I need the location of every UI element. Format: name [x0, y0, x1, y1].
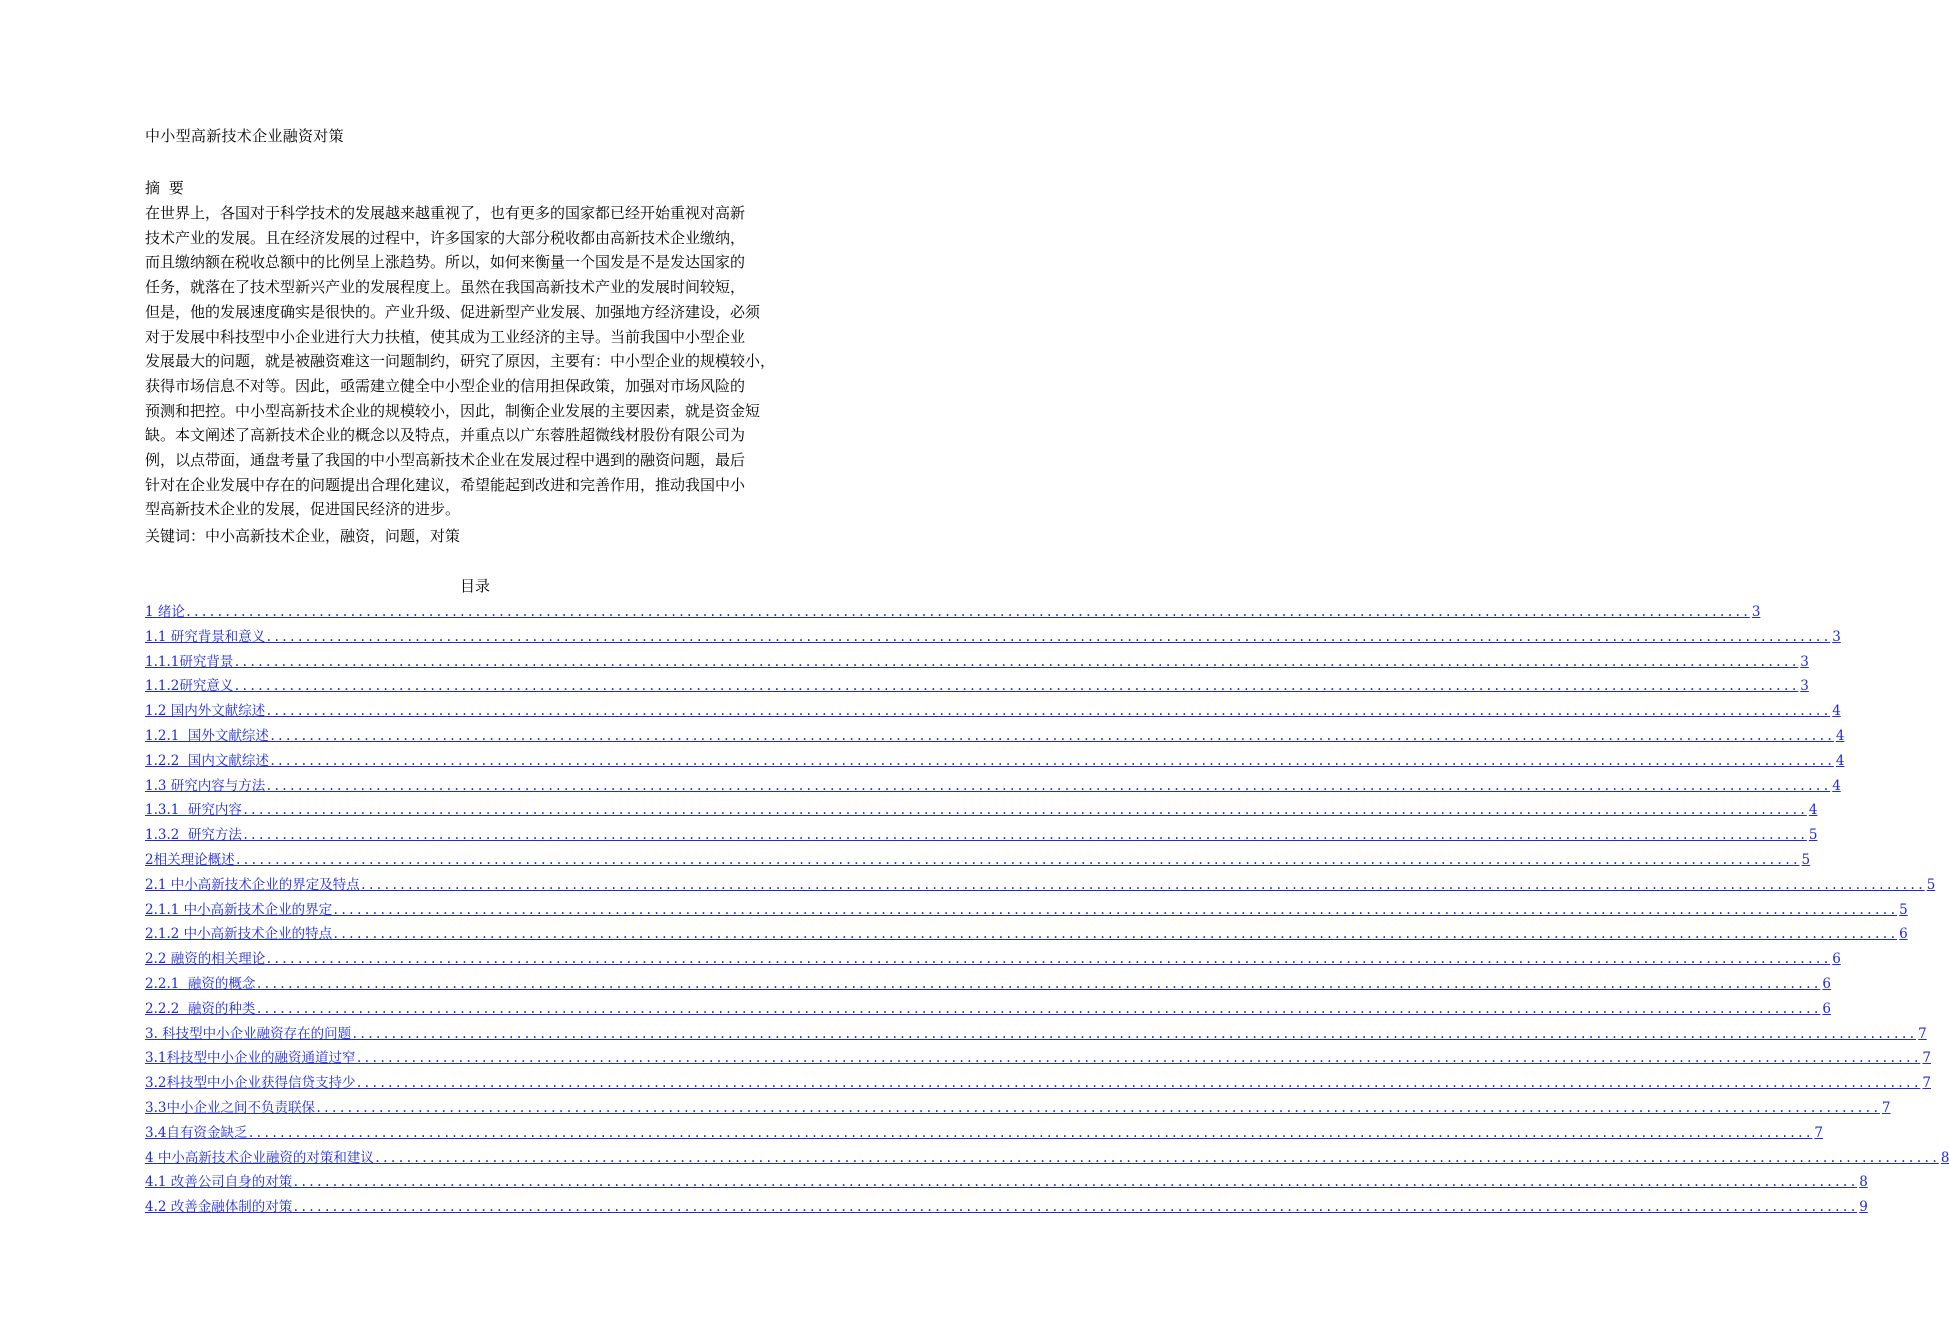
toc-entry-page: 3	[1800, 678, 1809, 695]
abstract-line: 发展最大的问题，就是被融资难这一问题制约，研究了原因，主要有：中小型企业的规模较小，	[145, 352, 776, 371]
toc-dot-leader: ........................................................................................................................................................................................................	[359, 877, 1925, 892]
toc-entry-link[interactable]	[145, 1146, 1949, 1171]
toc-entry-page: 4	[1835, 727, 1845, 744]
toc-entry-page: 5	[1801, 851, 1811, 868]
toc-entry-label: 4 中小高新技术企业融资的对策和建议	[145, 1149, 374, 1166]
toc-entry-page: 7	[1922, 1075, 1931, 1092]
toc-entry-label: 1 绪论	[145, 604, 185, 620]
toc-entry-link[interactable]	[145, 774, 1841, 799]
toc-entry-label: 1.2.1 国外文献综述	[145, 727, 269, 744]
toc-entry-label: 1.3.1 研究内容	[145, 802, 242, 819]
toc-entry-page: 7	[1814, 1124, 1823, 1141]
toc-entry-label: 1.1.2研究意义	[145, 678, 234, 695]
toc-entry-label: 3.4自有资金缺乏	[145, 1124, 248, 1141]
toc-entry-link[interactable]	[145, 600, 1761, 625]
toc-entry-link[interactable]	[145, 749, 1845, 774]
toc-dot-leader: ........................................................................................................................................................................................................	[351, 1026, 1917, 1041]
toc-dot-leader: ........................................................................................................................................................................................................	[268, 728, 1834, 743]
toc-entry-link[interactable]	[145, 674, 1809, 699]
toc-dot-leader: ........................................................................................................................................................................................................	[332, 927, 1898, 942]
toc-dot-leader: ........................................................................................................................................................................................................	[241, 803, 1807, 818]
toc-entry-link[interactable]	[145, 1195, 1868, 1220]
abstract-line: 预测和把控。中小型高新技术企业的规模较小，因此，制衡企业发展的主要因素，就是资金短	[145, 401, 761, 420]
toc-entry-link[interactable]	[145, 699, 1841, 724]
abstract-line: 技术产业的发展。且在经济发展的过程中，许多国家的大部分税收都由高新技术企业缴纳，	[145, 228, 746, 247]
toc-entry-link[interactable]	[145, 922, 1908, 947]
toc-entry-page: 6	[1822, 975, 1831, 992]
toc-dot-leader: ........................................................................................................................................................................................................	[314, 1100, 1880, 1115]
toc-dot-leader: ........................................................................................................................................................................................................	[184, 605, 1750, 619]
toc-dot-leader: ........................................................................................................................................................................................................	[265, 778, 1831, 793]
abstract-line: 任务，就落在了技术型新兴产业的发展程度上。虽然在我国高新技术产业的发展时间较短，	[145, 278, 746, 297]
abstract-line: 而且缴纳额在税收总额中的比例呈上涨趋势。所以，如何来衡量一个国发是不是发达国家的	[145, 253, 746, 272]
toc-entry-page: 3	[1832, 628, 1841, 645]
toc-entry-link[interactable]	[145, 724, 1845, 749]
toc-entry-label: 1.1 研究背景和意义	[145, 628, 266, 645]
toc-entry-link[interactable]	[145, 848, 1811, 873]
toc-dot-leader: ........................................................................................................................................................................................................	[373, 1150, 1939, 1165]
toc-entry-link[interactable]	[145, 625, 1841, 650]
toc-entry-page: 5	[1926, 876, 1936, 893]
toc-entry-link[interactable]	[145, 650, 1809, 675]
toc-entry-label: 2.2.1 融资的概念	[145, 975, 256, 992]
toc-entry-page: 4	[1832, 777, 1841, 794]
toc-entry-link[interactable]	[145, 1071, 1931, 1096]
toc-entry-label: 2相关理论概述	[145, 851, 235, 868]
toc-entry-link[interactable]	[145, 1046, 1931, 1071]
toc-entry-link[interactable]	[145, 947, 1841, 972]
toc-entry-page: 4	[1808, 802, 1818, 819]
toc-entry-label: 1.3 研究内容与方法	[145, 777, 266, 794]
toc-entry-link[interactable]	[145, 873, 1936, 898]
toc-entry-label: 3.2科技型中小企业获得信贷支持少	[145, 1075, 356, 1092]
abstract-line: 针对在企业发展中存在的问题提出合理化建议，希望能起到改进和完善作用，推动我国中小	[145, 475, 746, 494]
toc-entry-link[interactable]	[145, 1022, 1927, 1047]
toc-entry-label: 2.1.2 中小高新技术企业的特点	[145, 926, 333, 943]
toc-dot-leader: ........................................................................................................................................................................................................	[292, 1175, 1858, 1190]
toc-entry-link[interactable]	[145, 1121, 1823, 1146]
table-of-contents	[145, 600, 1949, 1220]
toc-entry-label: 4.2 改善金融体制的对策	[145, 1199, 293, 1216]
toc-entry-page: 5	[1808, 827, 1818, 844]
toc-dot-leader: ........................................................................................................................................................................................................	[234, 852, 1800, 867]
toc-entry-link[interactable]	[145, 823, 1818, 848]
abstract-line: 对于发展中科技型中小企业进行大力扶植，使其成为工业经济的主导。当前我国中小型企业	[145, 327, 746, 346]
abstract-line: 但是，他的发展速度确实是很快的。产业升级、促进新型产业发展、加强地方经济建设，必须	[145, 302, 761, 321]
keywords: 关键词：中小高新技术企业，融资，问题，对策	[145, 527, 461, 545]
toc-entry-label: 2.1.1 中小高新技术企业的界定	[145, 901, 333, 918]
toc-entry-label: 3. 科技型中小企业融资存在的问题	[145, 1025, 352, 1042]
abstract-line: 例，以点带面，通盘考量了我国的中小型高新技术企业在发展过程中遇到的融资问题，最后	[145, 451, 746, 470]
toc-entry-page: 5	[1899, 901, 1908, 918]
toc-dot-leader: ........................................................................................................................................................................................................	[265, 704, 1831, 719]
toc-dot-leader: ........................................................................................................................................................................................................	[265, 629, 1831, 644]
toc-entry-page: 8	[1940, 1149, 1949, 1166]
toc-dot-leader: ........................................................................................................................................................................................................	[332, 902, 1898, 917]
toc-title: 目录	[459, 577, 490, 595]
toc-entry-link[interactable]	[145, 997, 1831, 1022]
toc-entry-label: 2.2 融资的相关理论	[145, 951, 266, 968]
toc-entry-page: 4	[1835, 752, 1845, 769]
toc-entry-label: 3.1科技型中小企业的融资通道过窄	[145, 1050, 356, 1067]
abstract-line: 缺。本文阐述了高新技术企业的概念以及特点，并重点以广东蓉胜超微线材股份有限公司为	[145, 426, 746, 445]
toc-dot-leader: ........................................................................................................................................................................................................	[241, 828, 1807, 843]
abstract-body	[145, 201, 810, 522]
toc-entry-page: 7	[1881, 1099, 1891, 1116]
toc-dot-leader: ........................................................................................................................................................................................................	[255, 976, 1821, 991]
toc-entry-link[interactable]	[145, 798, 1818, 823]
abstract-heading: 摘 要	[145, 179, 186, 197]
toc-dot-leader: ........................................................................................................................................................................................................	[233, 679, 1799, 694]
toc-dot-leader: ........................................................................................................................................................................................................	[233, 654, 1799, 669]
toc-entry-label: 2.2.2 融资的种类	[145, 1000, 256, 1017]
toc-entry-link[interactable]	[145, 1096, 1891, 1121]
toc-entry-page: 9	[1859, 1199, 1868, 1216]
toc-entry-label: 2.1 中小高新技术企业的界定及特点	[145, 876, 360, 893]
document-title: 中小型高新技术企业融资对策	[145, 127, 344, 145]
toc-entry-label: 1.2.2 国内文献综述	[145, 752, 269, 769]
toc-entry-link[interactable]	[145, 1170, 1868, 1195]
toc-entry-page: 6	[1899, 926, 1908, 943]
toc-entry-label: 1.1.1研究背景	[145, 653, 234, 670]
abstract-line: 获得市场信息不对等。因此，亟需建立健全中小型企业的信用担保政策，加强对市场风险的	[145, 376, 746, 395]
toc-entry-page: 6	[1822, 1000, 1831, 1017]
toc-dot-leader: ........................................................................................................................................................................................................	[247, 1125, 1813, 1140]
toc-entry-page: 7	[1918, 1025, 1927, 1042]
toc-entry-page: 3	[1751, 604, 1761, 620]
toc-entry-label: 1.2 国内外文献综述	[145, 703, 266, 720]
toc-dot-leader: ........................................................................................................................................................................................................	[355, 1076, 1921, 1091]
toc-dot-leader: ........................................................................................................................................................................................................	[255, 1001, 1821, 1016]
toc-entry-page: 8	[1859, 1174, 1868, 1191]
toc-entry-label: 3.3中小企业之间不负责联保	[145, 1099, 315, 1116]
toc-dot-leader: ........................................................................................................................................................................................................	[292, 1200, 1858, 1215]
toc-dot-leader: ........................................................................................................................................................................................................	[355, 1051, 1921, 1066]
toc-entry-label: 1.3.2 研究方法	[145, 827, 242, 844]
toc-entry-page: 3	[1800, 653, 1809, 670]
abstract-line: 在世界上，各国对于科学技术的发展越来越重视了，也有更多的国家都已经开始重视对高新	[145, 204, 746, 222]
toc-dot-leader: ........................................................................................................................................................................................................	[268, 753, 1834, 768]
toc-entry-page: 7	[1922, 1050, 1931, 1067]
toc-entry-page: 4	[1832, 703, 1841, 720]
toc-entry-link[interactable]	[145, 898, 1908, 923]
toc-entry-page: 6	[1832, 951, 1841, 968]
abstract-line: 型高新技术企业的发展，促进国民经济的进步。	[145, 500, 461, 519]
toc-entry-label: 4.1 改善公司自身的对策	[145, 1174, 293, 1191]
toc-entry-link[interactable]	[145, 972, 1831, 997]
toc-dot-leader: ........................................................................................................................................................................................................	[265, 952, 1831, 967]
